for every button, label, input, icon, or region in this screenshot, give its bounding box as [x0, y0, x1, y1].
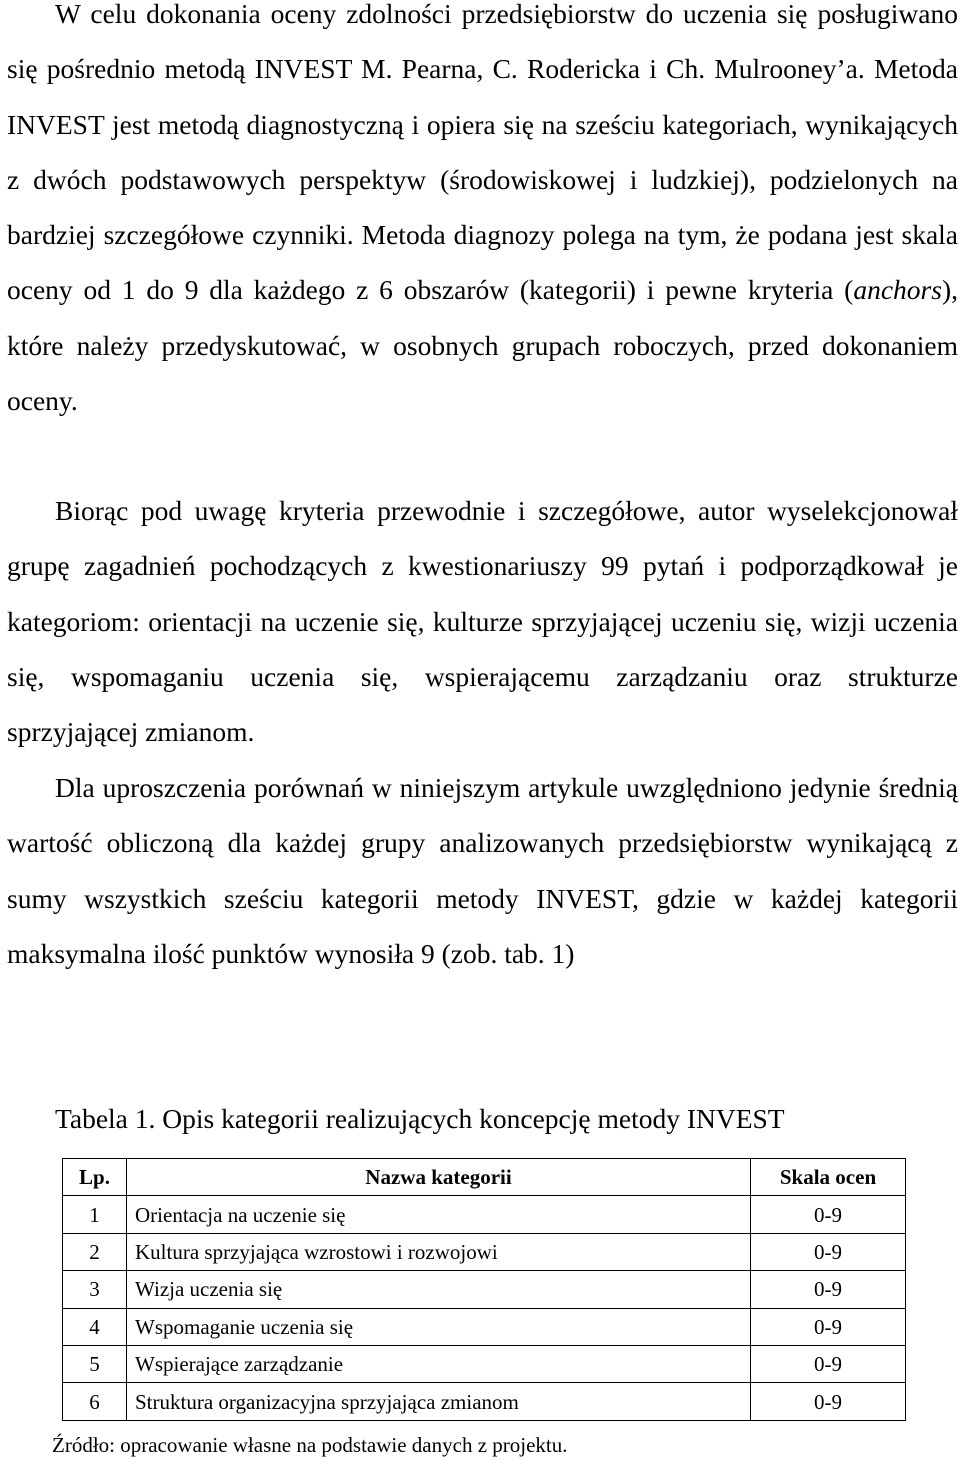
table-source-note: Źródło: opracowanie własne na podstawie danych z projektu.: [52, 1433, 568, 1457]
table-header-row: [63, 1159, 906, 1196]
table-row: [63, 1233, 906, 1270]
cell-category-name: Kultura sprzyjająca wzrostowi i rozwojowi: [127, 1233, 751, 1270]
table-caption: Tabela 1. Opis kategorii realizujących koncepcję metody INVEST: [55, 1103, 785, 1134]
header-scale: Skala ocen: [751, 1159, 906, 1196]
cell-category-name: Wspierające zarządzanie: [127, 1345, 751, 1382]
table-row: [63, 1308, 906, 1345]
cell-lp: 6: [63, 1383, 127, 1420]
paragraph-text: ), które należy przedyskutować, w osobnych grupach roboczych, przed dokonaniem oceny.: [7, 274, 958, 417]
cell-category-name: Orientacja na uczenie się: [127, 1196, 751, 1233]
cell-category-name: Wspomaganie uczenia się: [127, 1308, 751, 1345]
paragraph-comparison: Dla uproszczenia porównań w niniejszym artykule uwzględniono jedynie średnią wartość obliczoną dla każdej grupy analizowanych przedsiębiorstw wynikającą z sumy wszystkich sześciu kategorii metody INVEST, gdzie w każdej kategorii maksymalna ilość punktów wynosiła 9 (zob. tab. 1): [7, 772, 958, 969]
italic-term: anchors: [853, 274, 942, 306]
cell-lp: 1: [63, 1196, 127, 1233]
cell-scale: 0-9: [751, 1383, 906, 1420]
cell-scale: 0-9: [751, 1196, 906, 1233]
cell-category-name: Wizja uczenia się: [127, 1271, 751, 1308]
header-lp: Lp.: [63, 1159, 127, 1196]
cell-lp: 2: [63, 1233, 127, 1270]
paragraph-text: W celu dokonania oceny zdolności przedsiębiorstw do uczenia się posługiwano się pośrednio metodą INVEST M. Pearna, C. Rodericka i Ch. Mulrooney’a. Metoda INVEST jest metodą diagnostyczną i opiera się na sześciu kategoriach, wynikających z dwóch podstawowych perspektyw (środowiskowej i ludzkiej), podzielonych na bardziej szczegółowe czynniki. Metoda diagnozy polega na tym, że podana jest skala oceny od 1 do 9 dla każdego z 6 obszarów (kategorii) i pewne kryteria (: [7, 0, 958, 306]
paragraph-categories: Biorąc pod uwagę kryteria przewodnie i szczegółowe, autor wyselekcjonował grupę zagadnień pochodzących z kwestionariuszy 99 pytań i podporządkował je kategoriom: orientacji na uczenie się, kulturze sprzyjającej uczeniu się, wizji uczenia się, wspomaganiu uczenia się, wspierającemu zarządzaniu oraz strukturze sprzyjającej zmianom.: [7, 495, 958, 748]
invest-categories-table: [62, 1158, 906, 1421]
cell-category-name: Struktura organizacyjna sprzyjająca zmianom: [127, 1383, 751, 1420]
paragraph-invest-method: [7, 0, 958, 428]
header-category-name: Nazwa kategorii: [127, 1159, 751, 1196]
table-row: [63, 1196, 906, 1233]
cell-scale: 0-9: [751, 1271, 906, 1308]
cell-scale: 0-9: [751, 1233, 906, 1270]
cell-lp: 5: [63, 1345, 127, 1382]
table-row: [63, 1345, 906, 1382]
table-row: [63, 1271, 906, 1308]
cell-lp: 4: [63, 1308, 127, 1345]
cell-lp: 3: [63, 1271, 127, 1308]
cell-scale: 0-9: [751, 1345, 906, 1382]
cell-scale: 0-9: [751, 1308, 906, 1345]
table-row: [63, 1383, 906, 1420]
